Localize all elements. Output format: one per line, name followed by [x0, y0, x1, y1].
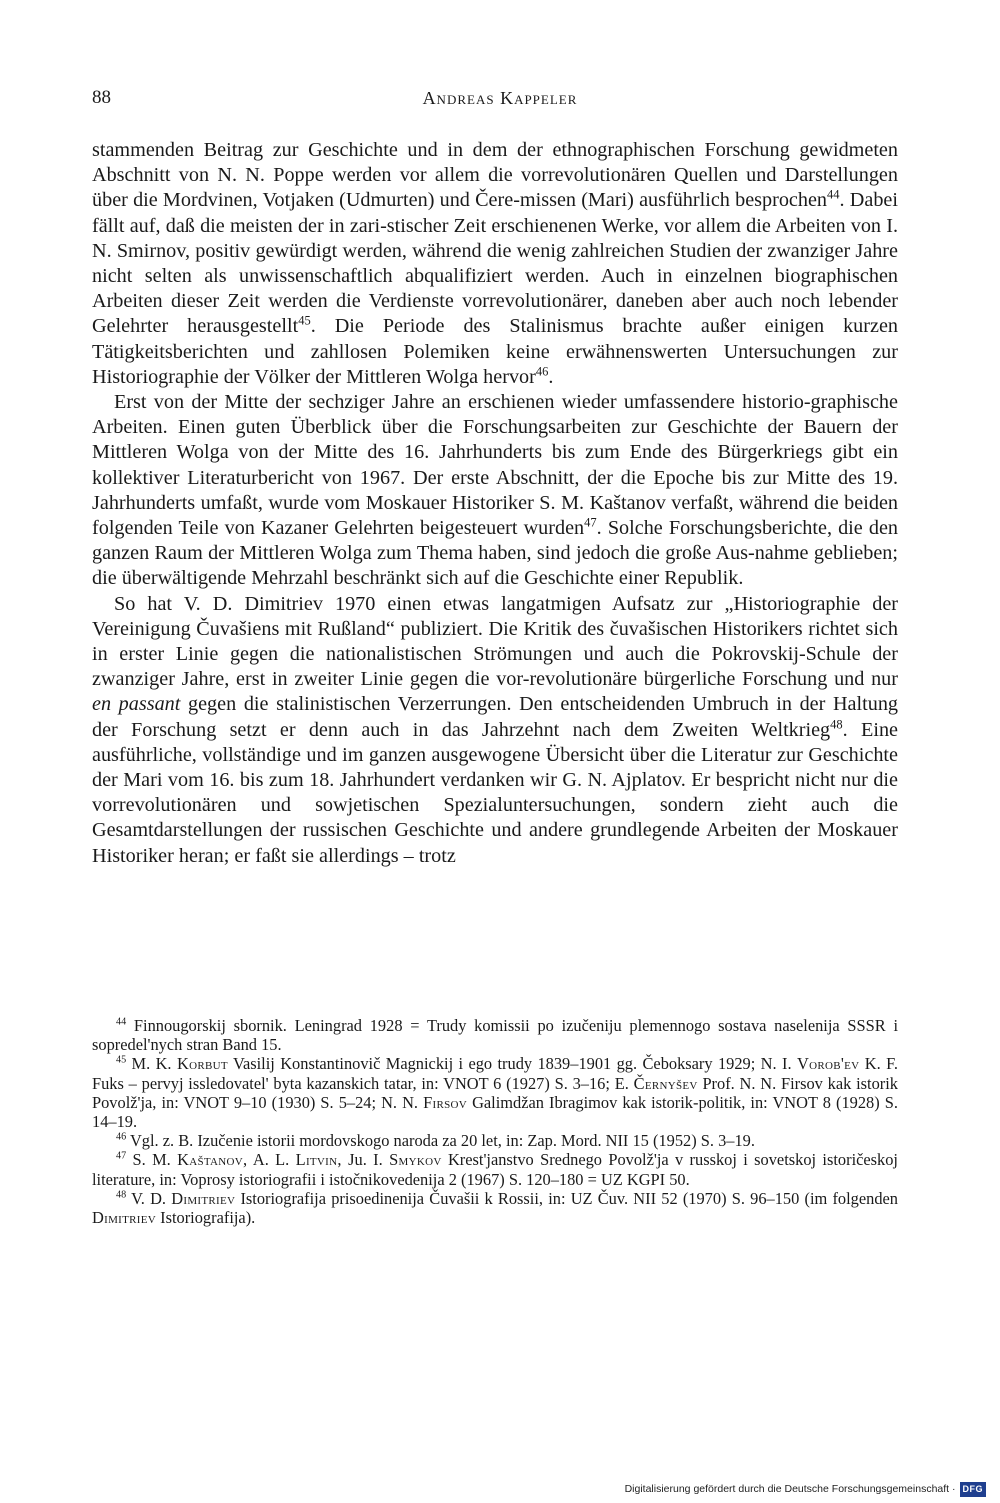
author-name: Korbut [176, 1054, 228, 1074]
running-head: Andreas Kappeler [422, 88, 578, 108]
footnote-ref-44[interactable]: 44 [827, 187, 840, 202]
footnote-text: M. K. [131, 1054, 172, 1074]
footnotes [92, 1016, 898, 1227]
footnote-ref-47[interactable]: 47 [584, 515, 597, 530]
author-name: Litvin, [295, 1150, 342, 1170]
footnote-45 [92, 1054, 898, 1131]
paragraph-2 [92, 390, 898, 592]
footnote-44 [92, 1016, 898, 1054]
footnote-text: S. M. [132, 1150, 171, 1170]
paragraph-1 [92, 138, 898, 390]
footnote-text: Galimdžan Ibragimov kak istorik-politik, in: VNOT 8 (1928) S. 14–19. [92, 1092, 898, 1132]
footnote-number: 44 [116, 1016, 127, 1028]
page-number: 88 [92, 87, 111, 108]
digitization-credit [625, 1482, 986, 1497]
italic-phrase: en passant [92, 693, 181, 716]
footnote-text: K. F. Fuks – pervyj issledovatel' byta kazanskich tatar, in: VNOT 6 (1927) S. 3–16; E. [92, 1054, 898, 1093]
author-name: Smykov [389, 1150, 442, 1170]
footnote-text: Istoriografija). [160, 1208, 256, 1228]
footnote-text: Vasilij Konstantinovič Magnickij i ego trudy 1839–1901 gg. Čeboksary 1929; N. I. [232, 1054, 792, 1074]
text-run: . Solche Forschungsberichte, die den ganzen Raum der Mittleren Wolga zum Thema haben, sind jedoch die große Aus-nahme geblieben; die überwältigende Mehrzahl beschränkt sich auf die Geschichte einer Republik. [92, 517, 898, 590]
footnote-46 [92, 1131, 898, 1150]
dfg-logo: DFG [960, 1482, 987, 1497]
footnote-ref-48[interactable]: 48 [830, 716, 843, 731]
author-name: Černyšev [633, 1073, 698, 1093]
text-run: gegen die stalinistischen Verzerrungen. Den entscheidenden Umbruch in der Haltung der Forschung setzt er denn auch in das Jahrzehnt nach dem Zweiten Weltkrieg [92, 693, 899, 741]
paragraph-3 [92, 592, 898, 869]
author-name: Vorob'ev [796, 1054, 860, 1074]
footnote-number: 45 [116, 1055, 127, 1067]
footnote-text: Prof. N. N. Firsov kak istorik Povolž'ja, in: VNOT 9–10 (1930) S. 5–24; N. N. [92, 1073, 898, 1112]
text-run: . Dabei fällt auf, daß die meisten der in zari-stischer Zeit erschienenen Werke, vor allem die Arbeiten von I. N. Smirnov, positiv gewürdigt werden, während die wenig zahlreichen Studien der zwanziger Jahre nicht selten als unwissenschaftlich abqualifiziert werden. Auch in einzelnen biographischen Arbeiten dieser Zeit werden die Verdienste vorrevolutionärer, daneben aber auch noch lebender Gelehrter herausgestellt [92, 189, 898, 338]
footnote-ref-46[interactable]: 46 [535, 364, 549, 379]
footnote-text: Krest'janstvo Srednego Povolž'ja v russkoj i sovetskoj istoričeskoj literature, in: Voprosy istoriografii i istočnikovedenija 2 (1967) S. 120–180 = UZ KGPI 50. [92, 1150, 898, 1189]
text-run: stammenden Beitrag zur Geschichte und in dem der ethnographischen Forschung gewidmeten Abschnitt von N. N. Poppe werden vor allem die vorrevolutionären Quellen und Darstellungen über die Mordvinen, Votjaken (Udmurten) und Čere-missen (Mari) ausführlich besprochen [92, 139, 898, 212]
footnote-number: 46 [116, 1131, 127, 1143]
author-name: Dimitriev [92, 1208, 157, 1228]
text-run: . Eine ausführliche, vollständige und im ganzen ausgewogene Übersicht über die Literatur zur Geschichte der Mari vom 16. bis zum 18. Jahrhundert verdanken wir G. N. Ajplatov. Er bespricht nicht nur die vorrevolutionären und sowjetischen Spezialuntersuchungen, sondern zieht auch die Gesamtdarstellungen der russischen Geschichte und andere grundlegende Arbeiten der Moskauer Historiker heran; er faßt sie allerdings – trotz [92, 718, 898, 867]
author-name: Dimitriev [171, 1188, 236, 1208]
text-run: . Die Periode des Stalinismus brachte außer einigen kurzen Tätigkeitsberichten und zahllosen Polemiken keine erwähnenswerten Untersuchungen zur Historiographie der Völker der Mittleren Wolga hervor [92, 315, 898, 388]
footnote-text: Vgl. z. B. Izučenie istorii mordovskogo naroda za 20 let, in: Zap. Mord. NII 15 (1952) S. 3–19. [129, 1131, 755, 1151]
footnote-ref-45[interactable]: 45 [298, 313, 311, 328]
footnote-text: A. L. [252, 1150, 290, 1170]
main-text [92, 138, 898, 869]
text-run: . [548, 365, 554, 388]
author-name: Firsov [423, 1092, 467, 1112]
footnote-number: 47 [116, 1151, 127, 1163]
author-name: Kaštanov, [177, 1150, 248, 1170]
text-run: So hat V. D. Dimitriev 1970 einen etwas langatmigen Aufsatz zur „Historiographie der Vereinigung Čuvašiens mit Rußland“ publiziert. Die Kritik des čuvašischen Historikers richtet sich in erster Linie gegen die nationalistischen Strömungen und auch die Pokrovskij-Schule der zwanziger Jahre, erst in zweiter Linie gegen die vor-revolutionäre bürgerliche Forschung und nur [92, 592, 898, 691]
footnote-text: Ju. I. [348, 1150, 383, 1170]
credit-text: Digitalisierung gefördert durch die Deutsche Forschungsgemeinschaft · [624, 1483, 956, 1495]
footnote-text: V. D. [131, 1188, 167, 1208]
footnote-48 [92, 1189, 898, 1227]
footnote-47 [92, 1150, 898, 1188]
footnote-number: 48 [116, 1189, 127, 1201]
footnote-text: Istoriografija prisoedinenija Čuvašii k Rossii, in: UZ Čuv. NII 52 (1970) S. 96–150 (im folgenden [240, 1188, 898, 1208]
text-run: Erst von der Mitte der sechziger Jahre an erschienen wieder umfassendere historio-graphische Arbeiten. Einen guten Überblick über die Forschungsarbeiten zur Geschichte der Bauern der Mittleren Wolga von der Mitte des 16. Jahrhunderts bis zum Ende des Bürgerkriegs gibt ein kollektiver Literaturbericht von 1967. Der erste Abschnitt, der die Epoche bis zur Mitte des 19. Jahrhunderts umfaßt, wurde vom Moskauer Historiker S. M. Kaštanov verfaßt, während die beiden folgenden Teile von Kazaner Gelehrten beigesteuert wurden [92, 391, 898, 540]
footnote-text: Finnougorskij sbornik. Leningrad 1928 = Trudy komissii po izučeniju plemennogo sostava naselenija SSSR i sopredel'nych stran Band 15. [92, 1016, 898, 1055]
